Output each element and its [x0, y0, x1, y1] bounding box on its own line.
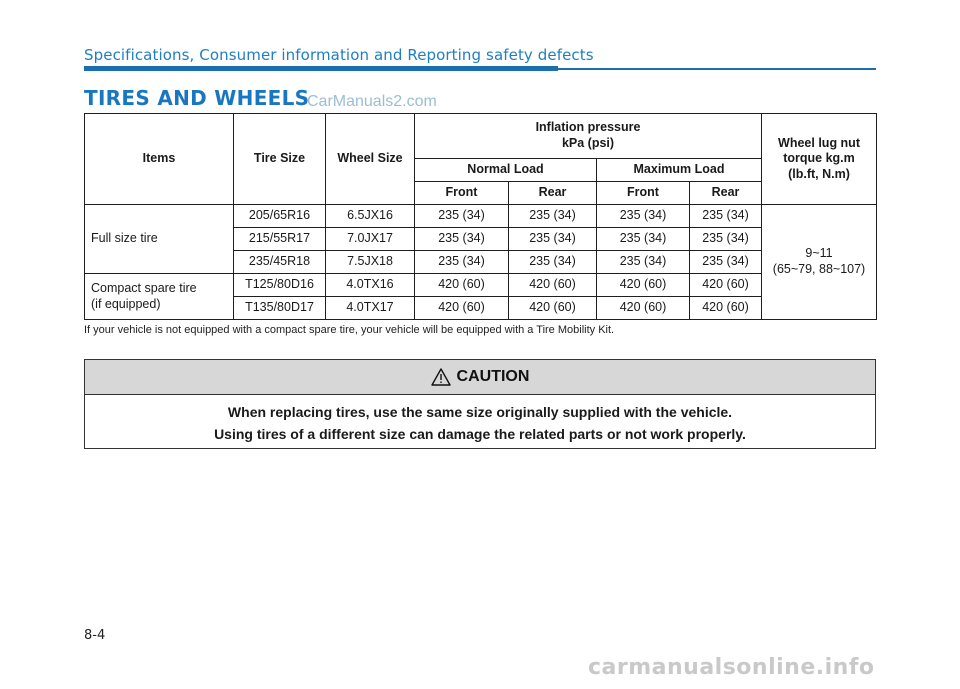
normal-front-cell: 235 (34) — [415, 251, 509, 274]
caution-body — [85, 395, 875, 445]
compact-line1: Compact spare tire — [91, 280, 197, 295]
wheel-size-cell: 6.5JX16 — [326, 205, 415, 228]
maximum-rear-cell: 235 (34) — [690, 251, 762, 274]
maximum-rear-cell: 420 (60) — [690, 297, 762, 320]
header-lug-line3: (lb.ft, N.m) — [788, 166, 850, 181]
caution-line2: Using tires of a different size can damage the related parts or not work properly. — [214, 426, 746, 442]
normal-front-cell: 235 (34) — [415, 205, 509, 228]
section-title: TIRES AND WHEELS — [84, 86, 310, 110]
caution-box — [84, 359, 876, 449]
header-normal-front: Front — [415, 182, 509, 205]
maximum-front-cell: 235 (34) — [597, 205, 690, 228]
caution-title: CAUTION — [456, 368, 530, 385]
header-normal-load: Normal Load — [415, 159, 597, 182]
chapter-header-title: Specifications, Consumer information and Reporting safety defects — [84, 46, 594, 64]
torque-line2: (65~79, 88~107) — [772, 262, 866, 276]
warning-triangle-icon — [431, 368, 451, 386]
tire-size-cell: 205/65R16 — [234, 205, 326, 228]
tire-size-cell: T135/80D17 — [234, 297, 326, 320]
normal-rear-cell: 235 (34) — [509, 228, 597, 251]
header-inflation-line2: kPa (psi) — [561, 136, 615, 150]
header-lug-line2: torque kg.m — [783, 151, 855, 166]
header-inflation-pressure — [415, 114, 762, 159]
header-maximum-front: Front — [597, 182, 690, 205]
tire-size-cell: 215/55R17 — [234, 228, 326, 251]
header-maximum-rear: Rear — [690, 182, 762, 205]
normal-front-cell: 420 (60) — [415, 297, 509, 320]
page-number: 8-4 — [84, 628, 106, 643]
header-rule-thin — [558, 68, 876, 70]
tire-size-cell: T125/80D16 — [234, 274, 326, 297]
watermark-bottom: carmanualsonline.info — [588, 655, 875, 680]
header-lug-line1: Wheel lug nut — [778, 135, 860, 150]
header-lug-nut-torque — [762, 114, 877, 205]
maximum-front-cell: 420 (60) — [597, 297, 690, 320]
wheel-size-cell: 4.0TX16 — [326, 274, 415, 297]
header-row-1 — [85, 114, 877, 159]
normal-rear-cell: 420 (60) — [509, 297, 597, 320]
group-full-size-tire: Full size tire — [85, 205, 234, 274]
maximum-front-cell: 235 (34) — [597, 251, 690, 274]
wheel-size-cell: 4.0TX17 — [326, 297, 415, 320]
maximum-front-cell: 420 (60) — [597, 274, 690, 297]
tire-size-cell: 235/45R18 — [234, 251, 326, 274]
maximum-rear-cell: 420 (60) — [690, 274, 762, 297]
compact-line2: (if equipped) — [91, 296, 161, 311]
normal-front-cell: 420 (60) — [415, 274, 509, 297]
header-tire-size: Tire Size — [234, 114, 326, 205]
caution-header — [85, 360, 875, 395]
header-items: Items — [85, 114, 234, 205]
group-compact-spare-tire — [85, 274, 234, 320]
wheel-size-cell: 7.0JX17 — [326, 228, 415, 251]
torque-line1: 9~11 — [805, 246, 833, 261]
header-maximum-load: Maximum Load — [597, 159, 762, 182]
tire-mobility-note: If your vehicle is not equipped with a compact spare tire, your vehicle will be equipped with a Tire Mobility Kit. — [84, 324, 615, 336]
table-row — [85, 205, 877, 228]
maximum-front-cell: 235 (34) — [597, 228, 690, 251]
tire-spec-table — [84, 113, 877, 320]
header-inflation-line1: Inflation pressure — [535, 120, 641, 135]
normal-rear-cell: 420 (60) — [509, 274, 597, 297]
header-wheel-size: Wheel Size — [326, 114, 415, 205]
wheel-size-cell: 7.5JX18 — [326, 251, 415, 274]
header-normal-rear: Rear — [509, 182, 597, 205]
normal-front-cell: 235 (34) — [415, 228, 509, 251]
lug-nut-torque-value — [762, 205, 877, 320]
header-rule-thick — [84, 66, 558, 71]
normal-rear-cell: 235 (34) — [509, 251, 597, 274]
maximum-rear-cell: 235 (34) — [690, 205, 762, 228]
caution-line1: When replacing tires, use the same size originally supplied with the vehicle. — [227, 404, 733, 420]
table-row — [85, 274, 877, 297]
maximum-rear-cell: 235 (34) — [690, 228, 762, 251]
watermark-top: CarManuals2.com — [307, 93, 437, 110]
normal-rear-cell: 235 (34) — [509, 205, 597, 228]
